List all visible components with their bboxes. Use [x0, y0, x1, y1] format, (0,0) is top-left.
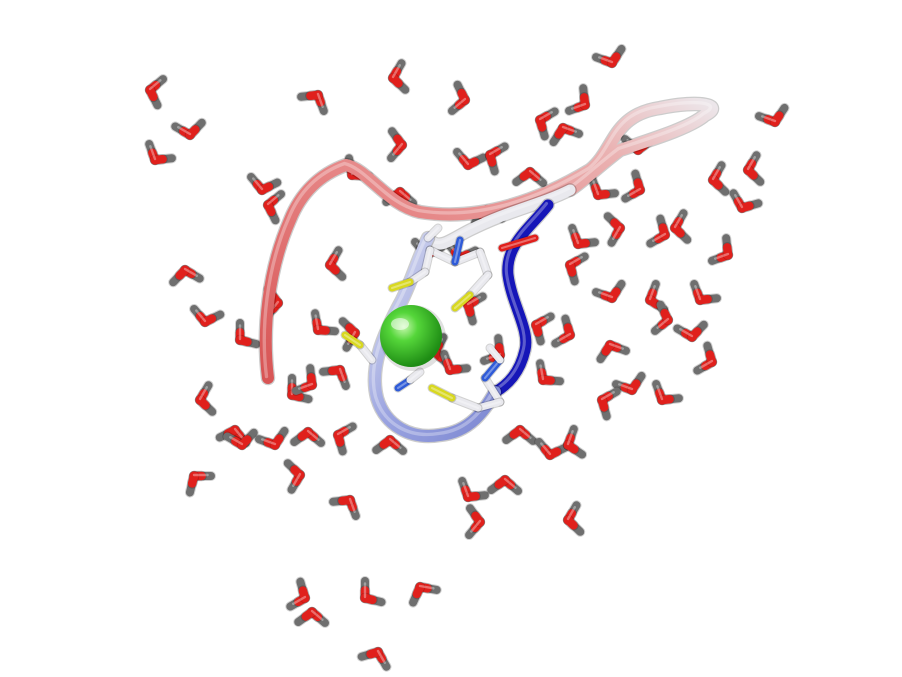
water-molecule	[759, 108, 784, 127]
water-molecule	[469, 508, 485, 535]
water-molecule	[539, 442, 565, 460]
water-molecule	[195, 385, 212, 412]
water-molecule	[516, 167, 543, 183]
water-molecule	[572, 228, 595, 249]
water-molecule	[563, 505, 580, 532]
water-molecule	[535, 112, 554, 137]
water-molecule	[149, 144, 172, 165]
water-molecule	[323, 365, 346, 386]
water-molecule	[173, 265, 200, 282]
water-molecule	[360, 581, 381, 603]
water-molecule	[597, 392, 616, 417]
water-molecule	[457, 152, 483, 170]
water-molecule	[362, 647, 387, 666]
water-molecule	[296, 368, 317, 391]
water-molecule	[294, 427, 321, 443]
water-molecule	[650, 219, 669, 244]
backbone-segment	[266, 104, 712, 378]
ion-sphere	[380, 305, 442, 367]
water-molecule	[531, 317, 550, 342]
ion-highlight	[391, 318, 409, 330]
water-molecule	[677, 325, 704, 342]
water-molecule	[376, 435, 403, 451]
water-molecule	[251, 177, 277, 195]
water-molecule	[333, 427, 352, 452]
water-molecule	[506, 425, 533, 441]
water-molecule	[175, 123, 202, 140]
water-molecule	[708, 165, 725, 192]
water-molecule	[313, 313, 335, 334]
water-molecule	[145, 79, 163, 105]
water-molecule	[655, 305, 673, 331]
water-molecule	[712, 238, 733, 261]
water-molecule	[538, 363, 560, 384]
metal-ion	[380, 305, 446, 371]
water-molecule	[325, 250, 342, 277]
water-molecule	[290, 582, 309, 607]
water-molecule	[388, 63, 405, 90]
water-molecule	[444, 354, 467, 375]
water-molecule	[697, 346, 716, 371]
water-molecule	[452, 85, 470, 111]
water-molecule	[263, 194, 281, 220]
water-molecule	[670, 213, 687, 240]
water-molecule	[596, 49, 621, 68]
water-molecule	[413, 582, 437, 602]
sidechain-bond	[502, 238, 535, 248]
water-molecule	[555, 319, 574, 344]
sidechain-bond	[428, 228, 438, 238]
water-molecule	[189, 471, 211, 492]
water-molecule	[553, 123, 578, 142]
water-molecule	[462, 481, 485, 502]
water-molecule	[569, 88, 590, 111]
water-molecule	[625, 174, 644, 199]
sulfur-bond	[392, 282, 410, 288]
water-molecule	[391, 131, 407, 158]
water-molecule	[656, 384, 679, 405]
water-molecule	[743, 155, 760, 182]
water-molecule	[288, 463, 305, 490]
water-molecule	[596, 284, 621, 303]
water-molecule	[298, 607, 325, 623]
water-molecule	[600, 340, 625, 359]
water-molecule	[485, 147, 504, 172]
sidechain-bond	[455, 240, 460, 262]
water-molecule	[301, 90, 324, 111]
water-molecule	[333, 495, 356, 516]
water-molecule	[608, 216, 625, 243]
water-molecule	[592, 179, 615, 200]
water-molecule	[734, 193, 759, 212]
water-molecule	[694, 284, 717, 305]
sidechain-bond	[410, 372, 420, 380]
water-molecule	[259, 431, 284, 450]
water-molecule	[235, 323, 256, 345]
sulfur-bond	[432, 388, 452, 398]
water-molecule	[194, 309, 220, 327]
water-molecule	[491, 475, 518, 491]
water-molecules	[145, 49, 784, 667]
water-molecule	[565, 257, 584, 282]
